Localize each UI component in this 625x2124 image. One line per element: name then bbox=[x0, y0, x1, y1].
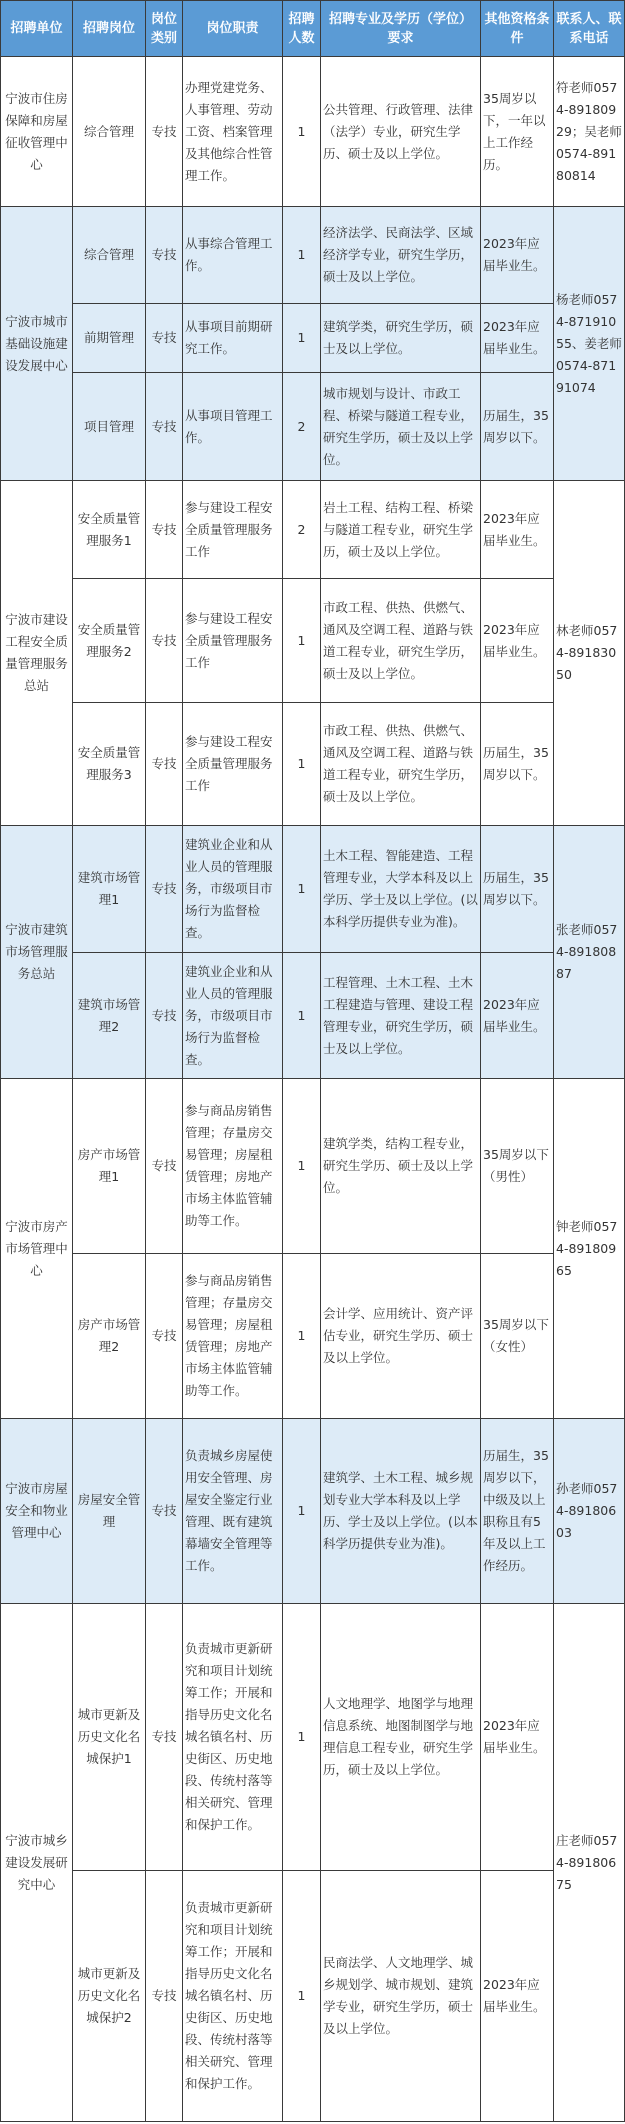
header-count: 招聘人数 bbox=[283, 1, 321, 57]
position-other: 2023年应届毕业生。 bbox=[481, 207, 554, 304]
position-duties: 从事项目前期研究工作。 bbox=[183, 304, 283, 373]
position-count: 2 bbox=[283, 481, 321, 579]
position-requirements: 建筑学类，研究生学历，硕士及以上学位。 bbox=[321, 304, 481, 373]
position-category: 专技 bbox=[146, 1079, 183, 1254]
unit-name: 宁波市城市基础设施建设发展中心 bbox=[1, 207, 73, 481]
unit-contact: 孙老师0574-89180603 bbox=[554, 1419, 625, 1604]
position-requirements: 民商法学、人文地理学、城乡规划学、城市规划、建筑学专业，研究生学历，硕士及以上学位。 bbox=[321, 1871, 481, 2122]
table-row bbox=[1, 1604, 625, 1871]
position-other: 2023年应届毕业生。 bbox=[481, 1604, 554, 1871]
header-position: 招聘岗位 bbox=[73, 1, 146, 57]
position-duties: 建筑业企业和从业人员的管理服务，市级项目市场行为监督检查。 bbox=[183, 826, 283, 953]
position-category: 专技 bbox=[146, 57, 183, 207]
position-duties: 负责城市更新研究和项目计划统筹工作；开展和指导历史文化名城名镇名村、历史街区、历史地段、传统村落等相关研究、管理和保护工作。 bbox=[183, 1871, 283, 2122]
unit-name: 宁波市住房保障和房屋征收管理中心 bbox=[1, 57, 73, 207]
position-duties: 从事综合管理工作。 bbox=[183, 207, 283, 304]
position-category: 专技 bbox=[146, 1871, 183, 2122]
unit-contact: 符老师0574-89180929；吴老师0574-89180814 bbox=[554, 57, 625, 207]
position-count: 1 bbox=[283, 1079, 321, 1254]
position-category: 专技 bbox=[146, 207, 183, 304]
unit-name: 宁波市建筑市场管理服务总站 bbox=[1, 826, 73, 1079]
position-name: 建筑市场管理2 bbox=[73, 953, 146, 1079]
position-other: 2023年应届毕业生。 bbox=[481, 1871, 554, 2122]
table-row bbox=[1, 373, 625, 481]
position-name: 城市更新及历史文化名城保护1 bbox=[73, 1604, 146, 1871]
table-header-row bbox=[1, 1, 625, 57]
position-other: 35周岁以下，一年以上工作经历。 bbox=[481, 57, 554, 207]
position-requirements: 公共管理、行政管理、法律（法学）专业，研究生学历、硕士及以上学位。 bbox=[321, 57, 481, 207]
unit-contact: 张老师0574-89180887 bbox=[554, 826, 625, 1079]
position-count: 2 bbox=[283, 373, 321, 481]
position-category: 专技 bbox=[146, 826, 183, 953]
position-name: 安全质量管理服务2 bbox=[73, 579, 146, 703]
position-duties: 负责城乡房屋使用安全管理、房屋安全鉴定行业管理、既有建筑幕墙安全管理等工作。 bbox=[183, 1419, 283, 1604]
position-other: 历届生，35周岁以下。 bbox=[481, 703, 554, 826]
header-unit: 招聘单位 bbox=[1, 1, 73, 57]
position-count: 1 bbox=[283, 826, 321, 953]
position-name: 安全质量管理服务1 bbox=[73, 481, 146, 579]
unit-contact: 林老师0574-89183050 bbox=[554, 481, 625, 826]
position-requirements: 市政工程、供热、供燃气、通风及空调工程、道路与铁道工程专业，研究生学历，硕士及以上学位。 bbox=[321, 703, 481, 826]
position-requirements: 岩土工程、结构工程、桥梁与隧道工程专业，研究生学历，硕士及以上学位。 bbox=[321, 481, 481, 579]
table-row bbox=[1, 703, 625, 826]
position-requirements: 建筑学、土木工程、城乡规划专业大学本科及以上学历、学士及以上学位。(以本科学历提供专业为准)。 bbox=[321, 1419, 481, 1604]
table-row bbox=[1, 1871, 625, 2122]
position-count: 1 bbox=[283, 953, 321, 1079]
table-row bbox=[1, 57, 625, 207]
unit-contact: 庄老师0574-89180675 bbox=[554, 1604, 625, 2122]
position-name: 综合管理 bbox=[73, 207, 146, 304]
position-name: 房产市场管理1 bbox=[73, 1079, 146, 1254]
table-row bbox=[1, 826, 625, 953]
position-duties: 从事项目管理工作。 bbox=[183, 373, 283, 481]
position-requirements: 建筑学类，结构工程专业，研究生学历、硕士及以上学位。 bbox=[321, 1079, 481, 1254]
table-row bbox=[1, 953, 625, 1079]
position-other: 2023年应届毕业生。 bbox=[481, 481, 554, 579]
table-row bbox=[1, 1079, 625, 1254]
position-requirements: 土木工程、智能建造、工程管理专业，大学本科及以上学历、学士及以上学位。(以本科学历提供专业为准)。 bbox=[321, 826, 481, 953]
position-other: 历届生，35周岁以下。 bbox=[481, 826, 554, 953]
table-row bbox=[1, 207, 625, 304]
position-other: 2023年应届毕业生。 bbox=[481, 304, 554, 373]
unit-name: 宁波市建设工程安全质量管理服务总站 bbox=[1, 481, 73, 826]
position-requirements: 人文地理学、地图学与地理信息系统、地图制图学与地理信息工程专业，研究生学历，硕士及以上学位。 bbox=[321, 1604, 481, 1871]
position-name: 城市更新及历史文化名城保护2 bbox=[73, 1871, 146, 2122]
table-row bbox=[1, 1419, 625, 1604]
position-count: 1 bbox=[283, 1871, 321, 2122]
position-category: 专技 bbox=[146, 953, 183, 1079]
header-contact: 联系人、联系电话 bbox=[554, 1, 625, 57]
position-name: 前期管理 bbox=[73, 304, 146, 373]
position-category: 专技 bbox=[146, 1604, 183, 1871]
position-count: 1 bbox=[283, 1254, 321, 1419]
position-other: 2023年应届毕业生。 bbox=[481, 579, 554, 703]
position-requirements: 城市规划与设计、市政工程、桥梁与隧道工程专业，研究生学历，硕士及以上学位。 bbox=[321, 373, 481, 481]
position-name: 综合管理 bbox=[73, 57, 146, 207]
table-row bbox=[1, 304, 625, 373]
position-name: 房产市场管理2 bbox=[73, 1254, 146, 1419]
position-category: 专技 bbox=[146, 579, 183, 703]
position-duties: 参与建设工程安全质量管理服务工作 bbox=[183, 481, 283, 579]
position-duties: 参与商品房销售管理；存量房交易管理；房屋租赁管理；房地产市场主体监管辅助等工作。 bbox=[183, 1079, 283, 1254]
position-duties: 参与建设工程安全质量管理服务工作 bbox=[183, 579, 283, 703]
position-duties: 参与商品房销售管理；存量房交易管理；房屋租赁管理；房地产市场主体监管辅助等工作。 bbox=[183, 1254, 283, 1419]
position-count: 1 bbox=[283, 703, 321, 826]
position-name: 建筑市场管理1 bbox=[73, 826, 146, 953]
position-category: 专技 bbox=[146, 373, 183, 481]
position-count: 1 bbox=[283, 207, 321, 304]
header-category: 岗位类别 bbox=[146, 1, 183, 57]
position-count: 1 bbox=[283, 57, 321, 207]
position-category: 专技 bbox=[146, 481, 183, 579]
position-category: 专技 bbox=[146, 703, 183, 826]
position-requirements: 市政工程、供热、供燃气、通风及空调工程、道路与铁道工程专业，研究生学历，硕士及以上学位。 bbox=[321, 579, 481, 703]
unit-contact: 杨老师0574-87191055、姜老师 0574-87191074 bbox=[554, 207, 625, 481]
unit-name: 宁波市房屋安全和物业管理中心 bbox=[1, 1419, 73, 1604]
position-category: 专技 bbox=[146, 304, 183, 373]
position-requirements: 经济法学、民商法学、区域经济学专业，研究生学历，硕士及以上学位。 bbox=[321, 207, 481, 304]
position-other: 35周岁以下（男性） bbox=[481, 1079, 554, 1254]
table-row bbox=[1, 579, 625, 703]
position-category: 专技 bbox=[146, 1419, 183, 1604]
table-row bbox=[1, 1254, 625, 1419]
position-requirements: 工程管理、土木工程、土木工程建造与管理、建设工程管理专业，研究生学历，硕士及以上学位。 bbox=[321, 953, 481, 1079]
unit-contact: 钟老师0574-89180965 bbox=[554, 1079, 625, 1419]
position-name: 项目管理 bbox=[73, 373, 146, 481]
position-duties: 建筑业企业和从业人员的管理服务，市级项目市场行为监督检查。 bbox=[183, 953, 283, 1079]
position-other: 2023年应届毕业生。 bbox=[481, 953, 554, 1079]
header-requirements: 招聘专业及学历（学位）要求 bbox=[321, 1, 481, 57]
header-duties: 岗位职责 bbox=[183, 1, 283, 57]
position-name: 房屋安全管理 bbox=[73, 1419, 146, 1604]
position-count: 1 bbox=[283, 1419, 321, 1604]
unit-name: 宁波市房产市场管理中心 bbox=[1, 1079, 73, 1419]
table-row bbox=[1, 481, 625, 579]
position-other: 35周岁以下（女性） bbox=[481, 1254, 554, 1419]
position-other: 历届生，35周岁以下。 bbox=[481, 373, 554, 481]
position-duties: 参与建设工程安全质量管理服务工作 bbox=[183, 703, 283, 826]
position-duties: 负责城市更新研究和项目计划统筹工作；开展和指导历史文化名城名镇名村、历史街区、历史地段、传统村落等相关研究、管理和保护工作。 bbox=[183, 1604, 283, 1871]
position-name: 安全质量管理服务3 bbox=[73, 703, 146, 826]
position-count: 1 bbox=[283, 1604, 321, 1871]
position-count: 1 bbox=[283, 304, 321, 373]
position-requirements: 会计学、应用统计、资产评估专业，研究生学历、硕士及以上学位。 bbox=[321, 1254, 481, 1419]
position-other: 历届生，35周岁以下，中级及以上职称且有5年及以上工作经历。 bbox=[481, 1419, 554, 1604]
position-category: 专技 bbox=[146, 1254, 183, 1419]
position-count: 1 bbox=[283, 579, 321, 703]
header-other: 其他资格条件 bbox=[481, 1, 554, 57]
unit-name: 宁波市城乡建设发展研究中心 bbox=[1, 1604, 73, 2122]
position-duties: 办理党建党务、人事管理、劳动工资、档案管理及其他综合性管理工作。 bbox=[183, 57, 283, 207]
